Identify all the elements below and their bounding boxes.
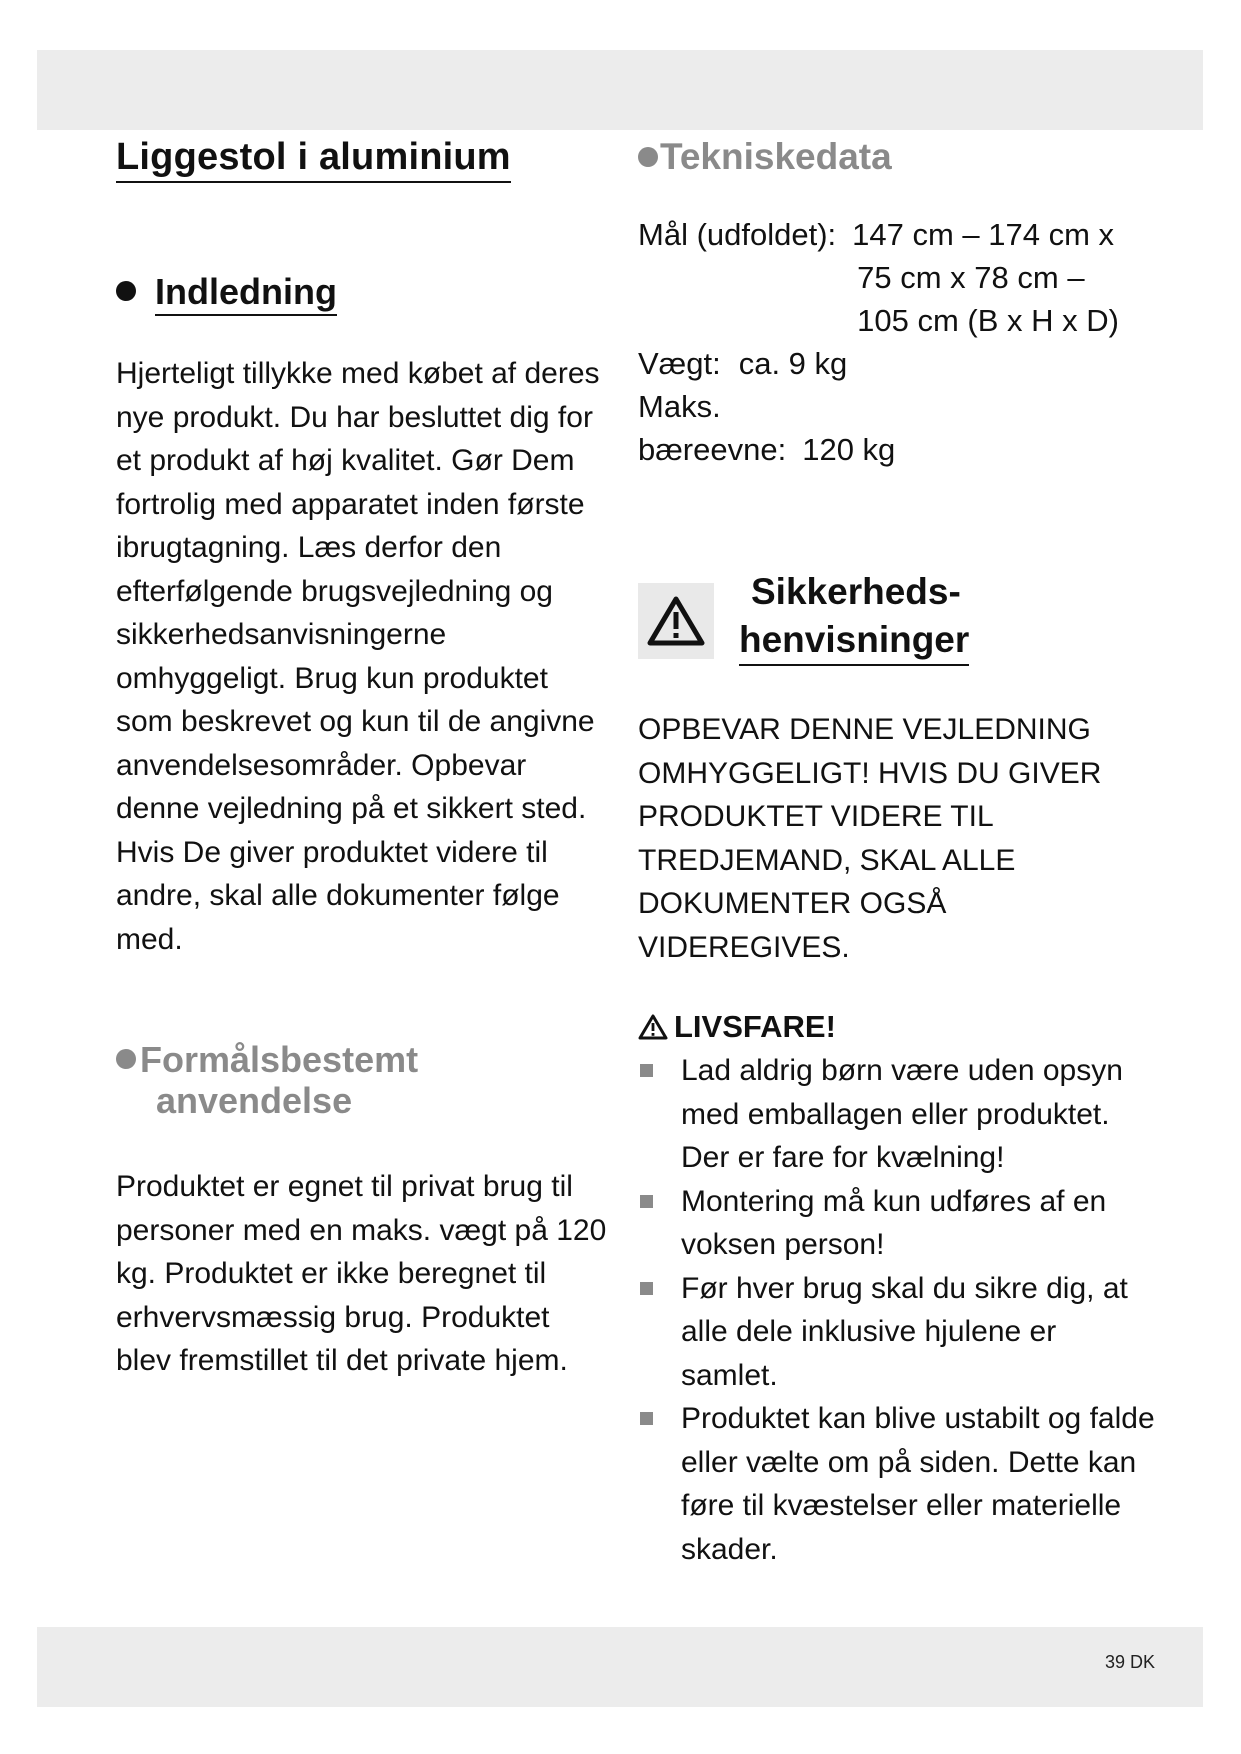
footer-band [37,1627,1203,1707]
spec-label: Mål (udfoldet): [638,217,837,252]
list-item: Lad aldrig børn være uden opsyn med emballagen eller produktet. Der er fare for kvælning! [638,1049,1158,1180]
warning-triangle-icon [638,583,714,659]
purpose-heading-line1: Formålsbestemt [140,1039,419,1080]
tech-heading: Tekniskedata [638,136,1158,177]
safety-list [638,1049,1158,1571]
warning-triangle-icon [638,1014,668,1040]
square-bullet-icon [640,1064,653,1077]
spec-value: 120 kg [802,432,896,467]
spec-value: 75 cm x 78 cm – [857,260,1085,295]
bullet-dot-icon [116,1049,136,1069]
keep-manual-notice: OPBEVAR DENNE VEJLEDNING OMHYGGELIGT! HVIS DU GIVER PRODUKTET VIDERE TIL TREDJEMAND, SKAL ALLE DOKUMENTER OGSÅ VIDEREGIVES. [638,713,1102,964]
bullet-dot-icon [638,147,658,167]
safety-heading [638,568,1158,666]
purpose-heading-line2: anvendelse [156,1080,353,1121]
page-title: Liggestol i aluminium [116,136,511,183]
square-bullet-icon [640,1195,653,1208]
list-item: Produktet kan blive ustabilt og falde eller vælte om på siden. Dette kan føre til kvæstelser eller materielle skader. [638,1397,1158,1571]
right-column [638,136,1158,1571]
purpose-heading [116,1039,610,1121]
page-number: 39 DK [1104,1652,1155,1672]
left-column [116,136,610,1383]
header-band [37,50,1203,130]
square-bullet-icon [640,1282,653,1295]
spec-label: bæreevne: [638,432,787,467]
spec-value: 105 cm (B x H x D) [857,303,1119,338]
tech-specs [638,213,1158,471]
spec-max-label: Maks. [638,389,721,424]
list-item: Montering må kun udføres af en voksen person! [638,1180,1158,1267]
intro-text: Hjerteligt tillykke med købet af deres nye produkt. Du har besluttet dig for et produkt af høj kvalitet. Gør Dem fortrolig med apparatet inden første ibrugtagning. Læs derfor den efterfølgende brugsvejledning og sikkerhedsanvisningerne omhyggeligt. Brug kun produktet som beskrevet og kun til de angivne anvendelsesområder. Opbevar denne vejledning på et sikkert sted. Hvis De giver produktet videre til andre, skal alle dokumenter følge med. [116,357,600,956]
spec-value: 147 cm – 174 cm x [852,217,1115,252]
spec-weight [638,342,1158,385]
spec-dimensions [638,213,1158,342]
spec-max-capacity [638,428,1158,471]
intro-heading: Indledning [116,271,610,316]
spec-label: Vægt: [638,346,721,381]
danger-label: LIVSFARE! [638,1009,1158,1045]
bullet-dot-icon [116,281,136,301]
square-bullet-icon [640,1412,653,1425]
safety-heading-line2: henvisninger [739,616,969,666]
safety-heading-line1: Sikkerheds- [751,571,961,612]
list-item: Før hver brug skal du sikre dig, at alle dele inklusive hjulene er samlet. [638,1267,1158,1398]
purpose-text: Produktet er egnet til privat brug til personer med en maks. vægt på 120 kg. Produktet er ikke beregnet til erhvervsmæssig brug. Produktet blev fremstillet til det private hjem. [116,1170,607,1377]
spec-value: ca. 9 kg [738,346,848,381]
